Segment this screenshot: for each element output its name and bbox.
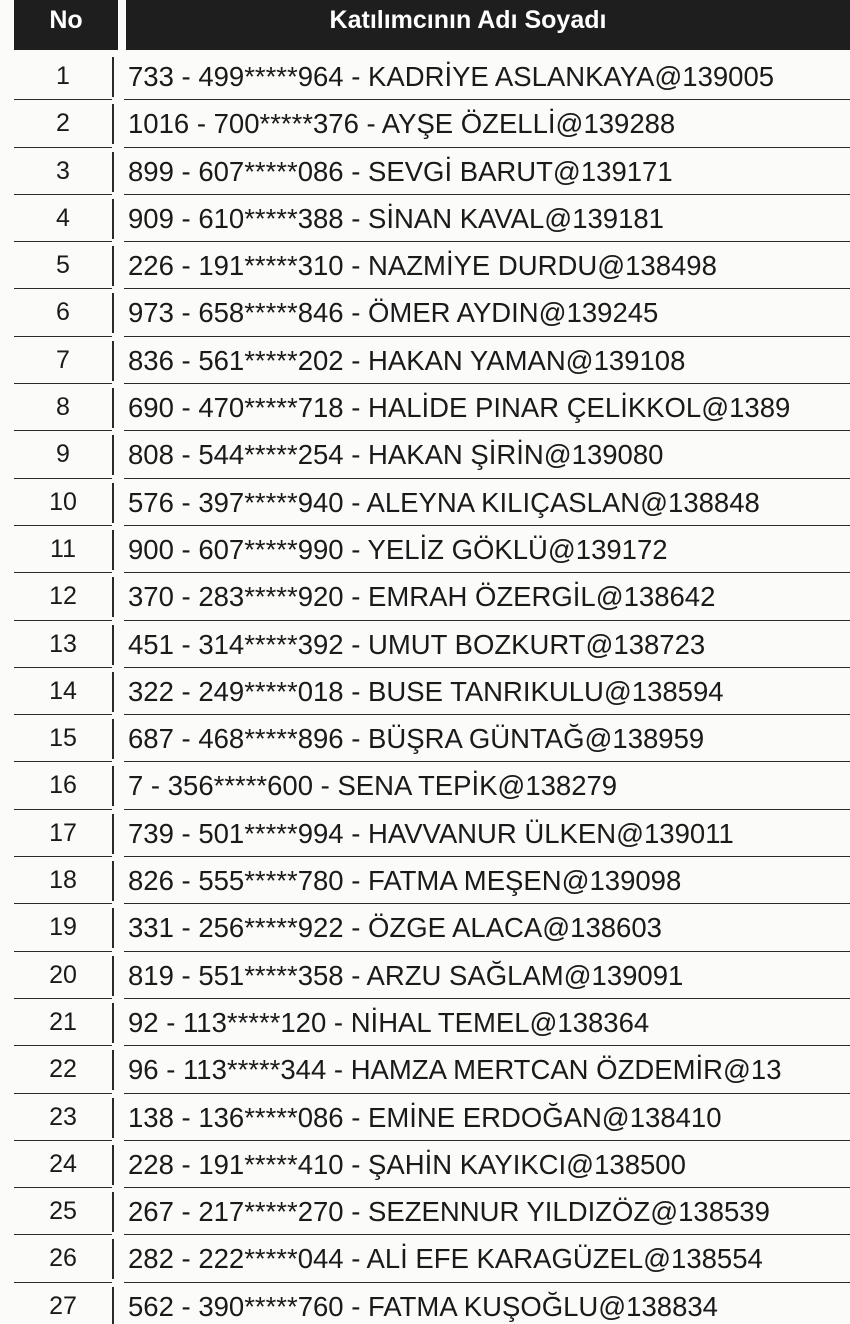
table-row <box>0 904 850 951</box>
column-divider <box>112 1145 114 1185</box>
header-participant-name: Katılımcının Adı Soyadı <box>126 0 850 50</box>
participant-name: 576 - 397*****940 - ALEYNA KILIÇASLAN@138848 <box>124 479 850 526</box>
table-row <box>0 857 850 904</box>
row-number: 10 <box>14 479 112 526</box>
row-number: 5 <box>14 242 112 289</box>
row-number: 9 <box>14 431 112 478</box>
row-number: 12 <box>14 573 112 620</box>
table-row <box>0 1235 850 1282</box>
table-row <box>0 1141 850 1188</box>
row-number: 6 <box>14 289 112 336</box>
row-number: 19 <box>14 904 112 951</box>
row-number: 23 <box>14 1094 112 1141</box>
table-row <box>0 1046 850 1093</box>
participant-name: 973 - 658*****846 - ÖMER AYDIN@139245 <box>124 289 850 336</box>
table-row <box>0 289 850 336</box>
column-divider <box>112 814 114 854</box>
table-row <box>0 1283 850 1324</box>
participant-name: 138 - 136*****086 - EMİNE ERDOĞAN@138410 <box>124 1094 850 1141</box>
table-row <box>0 479 850 526</box>
column-divider <box>112 152 114 192</box>
table-row <box>0 242 850 289</box>
participant-name: 7 - 356*****600 - SENA TEPİK@138279 <box>124 762 850 809</box>
table-row <box>0 573 850 620</box>
row-number: 21 <box>14 999 112 1046</box>
column-divider <box>112 388 114 428</box>
column-divider <box>112 1003 114 1043</box>
column-divider <box>112 104 114 144</box>
column-divider <box>112 341 114 381</box>
participant-name: 739 - 501*****994 - HAVVANUR ÜLKEN@139011 <box>124 810 850 857</box>
header-no: No <box>14 0 118 50</box>
row-number: 20 <box>14 952 112 999</box>
participant-name: 331 - 256*****922 - ÖZGE ALACA@138603 <box>124 904 850 951</box>
participant-name: 226 - 191*****310 - NAZMİYE DURDU@138498 <box>124 242 850 289</box>
row-number: 24 <box>14 1141 112 1188</box>
participant-name: 267 - 217*****270 - SEZENNUR YILDIZÖZ@138539 <box>124 1188 850 1235</box>
column-divider <box>112 246 114 286</box>
participant-name: 282 - 222*****044 - ALİ EFE KARAGÜZEL@138554 <box>124 1235 850 1282</box>
column-divider <box>112 1239 114 1279</box>
table-row <box>0 952 850 999</box>
column-divider <box>112 1050 114 1090</box>
row-number: 22 <box>14 1046 112 1093</box>
column-divider <box>112 1287 114 1324</box>
participant-name: 909 - 610*****388 - SİNAN KAVAL@139181 <box>124 195 850 242</box>
participant-name: 733 - 499*****964 - KADRİYE ASLANKAYA@139005 <box>124 53 850 100</box>
column-divider <box>112 956 114 996</box>
row-number: 13 <box>14 621 112 668</box>
row-number: 7 <box>14 337 112 384</box>
table-row <box>0 668 850 715</box>
table-row <box>0 715 850 762</box>
participant-name: 819 - 551*****358 - ARZU SAĞLAM@139091 <box>124 952 850 999</box>
column-divider <box>112 199 114 239</box>
row-number: 11 <box>14 526 112 573</box>
participant-name: 451 - 314*****392 - UMUT BOZKURT@138723 <box>124 621 850 668</box>
table-row <box>0 337 850 384</box>
table-row <box>0 431 850 478</box>
row-number: 17 <box>14 810 112 857</box>
column-divider <box>112 435 114 475</box>
table-row <box>0 762 850 809</box>
participant-name: 808 - 544*****254 - HAKAN ŞİRİN@139080 <box>124 431 850 478</box>
participant-name: 899 - 607*****086 - SEVGİ BARUT@139171 <box>124 148 850 195</box>
column-divider <box>112 625 114 665</box>
column-divider <box>112 1098 114 1138</box>
participant-name: 322 - 249*****018 - BUSE TANRIKULU@138594 <box>124 668 850 715</box>
participant-name: 228 - 191*****410 - ŞAHİN KAYIKCI@138500 <box>124 1141 850 1188</box>
row-number: 3 <box>14 148 112 195</box>
column-divider <box>112 861 114 901</box>
row-number: 2 <box>14 100 112 147</box>
table-row <box>0 810 850 857</box>
participant-name: 92 - 113*****120 - NİHAL TEMEL@138364 <box>124 999 850 1046</box>
row-number: 16 <box>14 762 112 809</box>
column-divider <box>112 530 114 570</box>
table-row <box>0 1188 850 1235</box>
column-divider <box>112 766 114 806</box>
table-row <box>0 526 850 573</box>
participant-name: 370 - 283*****920 - EMRAH ÖZERGİL@138642 <box>124 573 850 620</box>
participant-name: 687 - 468*****896 - BÜŞRA GÜNTAĞ@138959 <box>124 715 850 762</box>
table-row <box>0 195 850 242</box>
participant-name: 1016 - 700*****376 - AYŞE ÖZELLİ@139288 <box>124 100 850 147</box>
participant-name: 562 - 390*****760 - FATMA KUŞOĞLU@138834 <box>124 1283 850 1324</box>
participant-name: 690 - 470*****718 - HALİDE PINAR ÇELİKKOL@1389 <box>124 384 850 431</box>
participant-name: 96 - 113*****344 - HAMZA MERTCAN ÖZDEMİR@13 <box>124 1046 850 1093</box>
row-number: 26 <box>14 1235 112 1282</box>
row-number: 14 <box>14 668 112 715</box>
table-body <box>0 53 850 1324</box>
table-row <box>0 100 850 147</box>
column-divider <box>112 908 114 948</box>
row-number: 18 <box>14 857 112 904</box>
participant-name: 836 - 561*****202 - HAKAN YAMAN@139108 <box>124 337 850 384</box>
row-number: 1 <box>14 53 112 100</box>
table-row <box>0 384 850 431</box>
table-header <box>0 0 850 50</box>
row-number: 27 <box>14 1283 112 1324</box>
row-number: 4 <box>14 195 112 242</box>
column-divider <box>112 719 114 759</box>
column-divider <box>112 293 114 333</box>
table-row <box>0 999 850 1046</box>
column-divider <box>112 577 114 617</box>
table-row <box>0 1094 850 1141</box>
row-number: 15 <box>14 715 112 762</box>
column-divider <box>112 483 114 523</box>
column-divider <box>112 1192 114 1232</box>
row-number: 8 <box>14 384 112 431</box>
participant-name: 826 - 555*****780 - FATMA MEŞEN@139098 <box>124 857 850 904</box>
row-number: 25 <box>14 1188 112 1235</box>
column-divider <box>112 57 114 97</box>
participant-name: 900 - 607*****990 - YELİZ GÖKLÜ@139172 <box>124 526 850 573</box>
column-divider <box>112 672 114 712</box>
table-row <box>0 621 850 668</box>
table-row <box>0 148 850 195</box>
table-row <box>0 53 850 100</box>
